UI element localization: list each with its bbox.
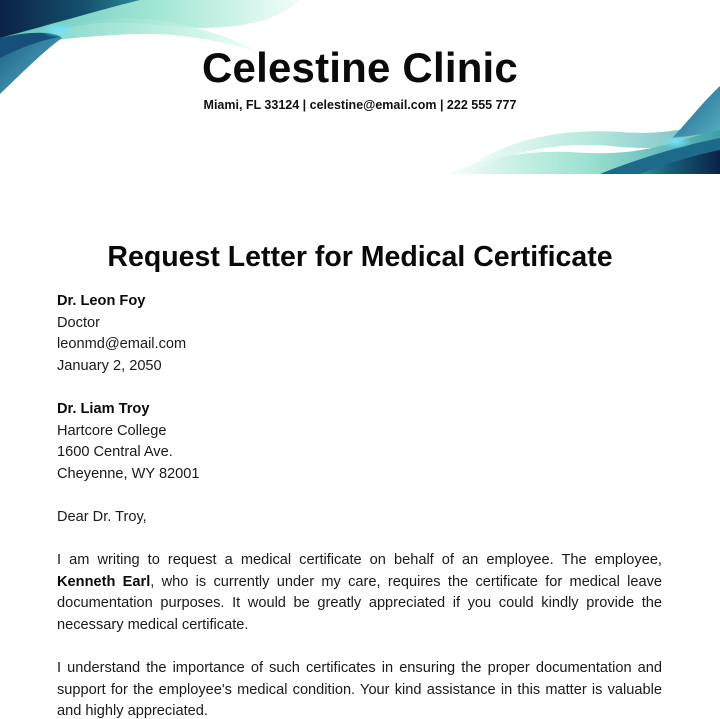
recipient-organization: Hartcore College [57, 422, 167, 439]
sender-role: Doctor [57, 314, 100, 331]
letter-date: January 2, 2050 [57, 357, 162, 374]
clinic-contact-info: Miami, FL 33124 | celestine@email.com | 222 555 777 [203, 98, 517, 112]
recipient-address-line2: Cheyenne, WY 82001 [57, 465, 200, 482]
document-title: Request Letter for Medical Certificate [107, 241, 613, 273]
recipient-name: Dr. Liam Troy [57, 400, 150, 417]
paragraph-2: I understand the importance of such certificates in ensuring the proper documentation and support for the employee's medical condition. Your kind assistance in this matter is valuable and highly appreciated. [57, 660, 662, 719]
recipient-address-line1: 1600 Central Ave. [57, 444, 173, 461]
sender-email: leonmd@email.com [57, 336, 187, 353]
paragraph-1 [57, 550, 662, 636]
clinic-name: Celestine Clinic [202, 44, 518, 91]
letter-body [57, 291, 662, 719]
sender-name: Dr. Leon Foy [57, 293, 146, 309]
paragraph-1-rest: , who is currently under my care, requires the certificate for medical leave documentation purposes. It would be greatly appreciated if you could kindly provide the necessary medical certificate. [57, 573, 663, 633]
sender-block [57, 291, 662, 377]
employee-name: Kenneth Earl [57, 573, 151, 590]
salutation: Dear Dr. Troy, [57, 508, 147, 525]
letterhead [0, 0, 720, 174]
paragraph-1-intro: I am writing to request a medical certificate on behalf of an employee. The employee, [57, 552, 662, 569]
recipient-block [57, 399, 662, 485]
